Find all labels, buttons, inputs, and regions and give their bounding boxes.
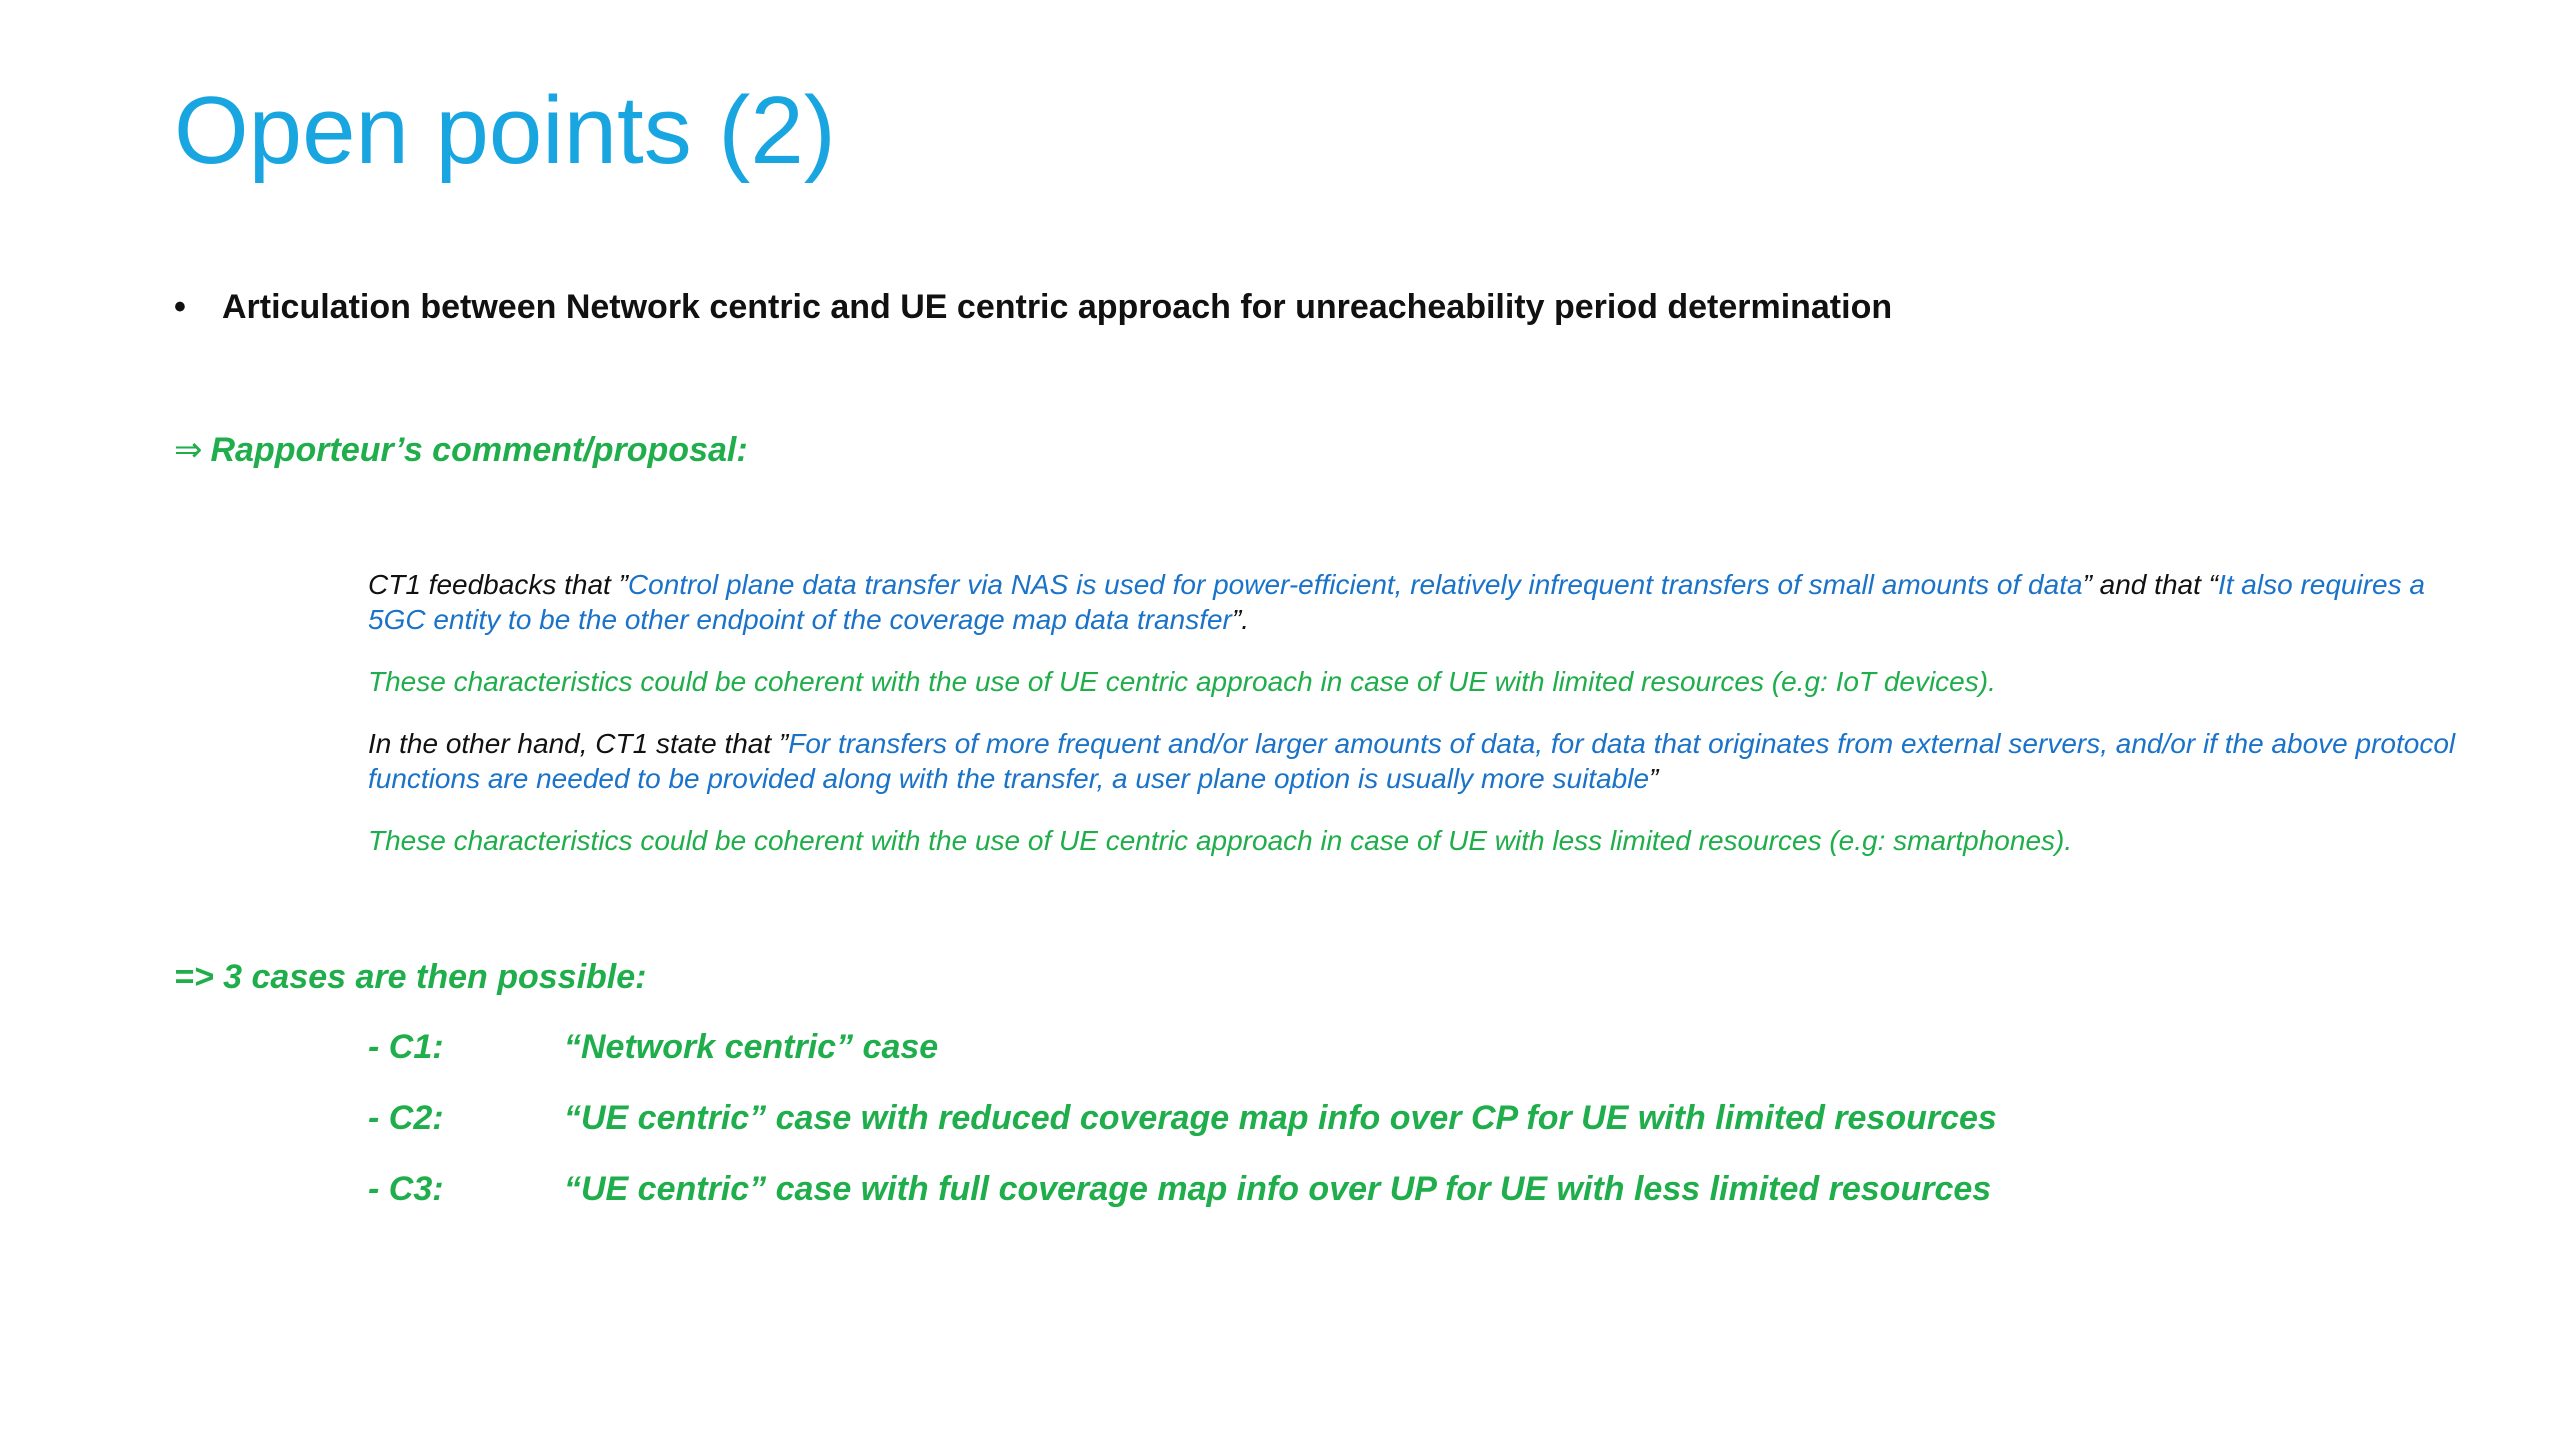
p3-end: ” bbox=[1649, 763, 1659, 794]
bullet-dot: • bbox=[174, 288, 186, 326]
case-text: “UE centric” case with reduced coverage map info over CP for UE with limited resources bbox=[564, 1099, 1997, 1137]
p3-intro: In the other hand, CT1 state that ” bbox=[368, 728, 789, 759]
comment-body bbox=[368, 567, 2478, 885]
p1-intro: CT1 feedbacks that ” bbox=[368, 569, 628, 600]
case-item bbox=[368, 1028, 938, 1067]
implies-arrow-icon: ⇒ bbox=[174, 431, 203, 469]
case-text: “Network centric” case bbox=[564, 1028, 939, 1066]
p1-connector: ” and that “ bbox=[2082, 569, 2218, 600]
p1-quote-1: Control plane data transfer via NAS is used for power-efficient, relatively infrequent transfers of small amounts of data bbox=[627, 569, 2083, 600]
paragraph-ct1-feedback bbox=[368, 567, 2478, 637]
bullet-text: Articulation between Network centric and UE centric approach for unreacheability period determination bbox=[222, 288, 1893, 326]
p3-quote: For transfers of more frequent and/or larger amounts of data, for data that originates from external servers, and/or if the above protocol functions are needed to be provided along with the transfer, a user plane option is usually more suitable bbox=[368, 728, 2456, 794]
case-label: - C1: bbox=[368, 1028, 444, 1066]
case-label: - C2: bbox=[368, 1099, 444, 1137]
case-item bbox=[368, 1170, 1991, 1209]
rapporteur-label: Rapporteur’s comment/proposal: bbox=[210, 431, 748, 469]
paragraph-less-limited-resources: These characteristics could be coherent with the use of UE centric approach in case of UE with less limited resources (e.g: smartphones). bbox=[368, 825, 2073, 856]
case-item bbox=[368, 1099, 1997, 1138]
paragraph-ct1-state bbox=[368, 726, 2478, 796]
case-text: “UE centric” case with full coverage map info over UP for UE with less limited resources bbox=[564, 1170, 1992, 1208]
slide-title: Open points (2) bbox=[174, 77, 836, 184]
rapporteur-heading bbox=[174, 430, 748, 470]
cases-heading: => 3 cases are then possible: bbox=[174, 958, 647, 996]
paragraph-limited-resources: These characteristics could be coherent with the use of UE centric approach in case of UE with limited resources (e.g: IoT devices). bbox=[368, 666, 1996, 697]
p1-end: ”. bbox=[1231, 604, 1249, 635]
bullet-item bbox=[174, 288, 1892, 327]
case-label: - C3: bbox=[368, 1170, 444, 1208]
p1-quote-2: It also requires a 5GC entity to be the other endpoint of the coverage map data transfer bbox=[368, 569, 2425, 635]
